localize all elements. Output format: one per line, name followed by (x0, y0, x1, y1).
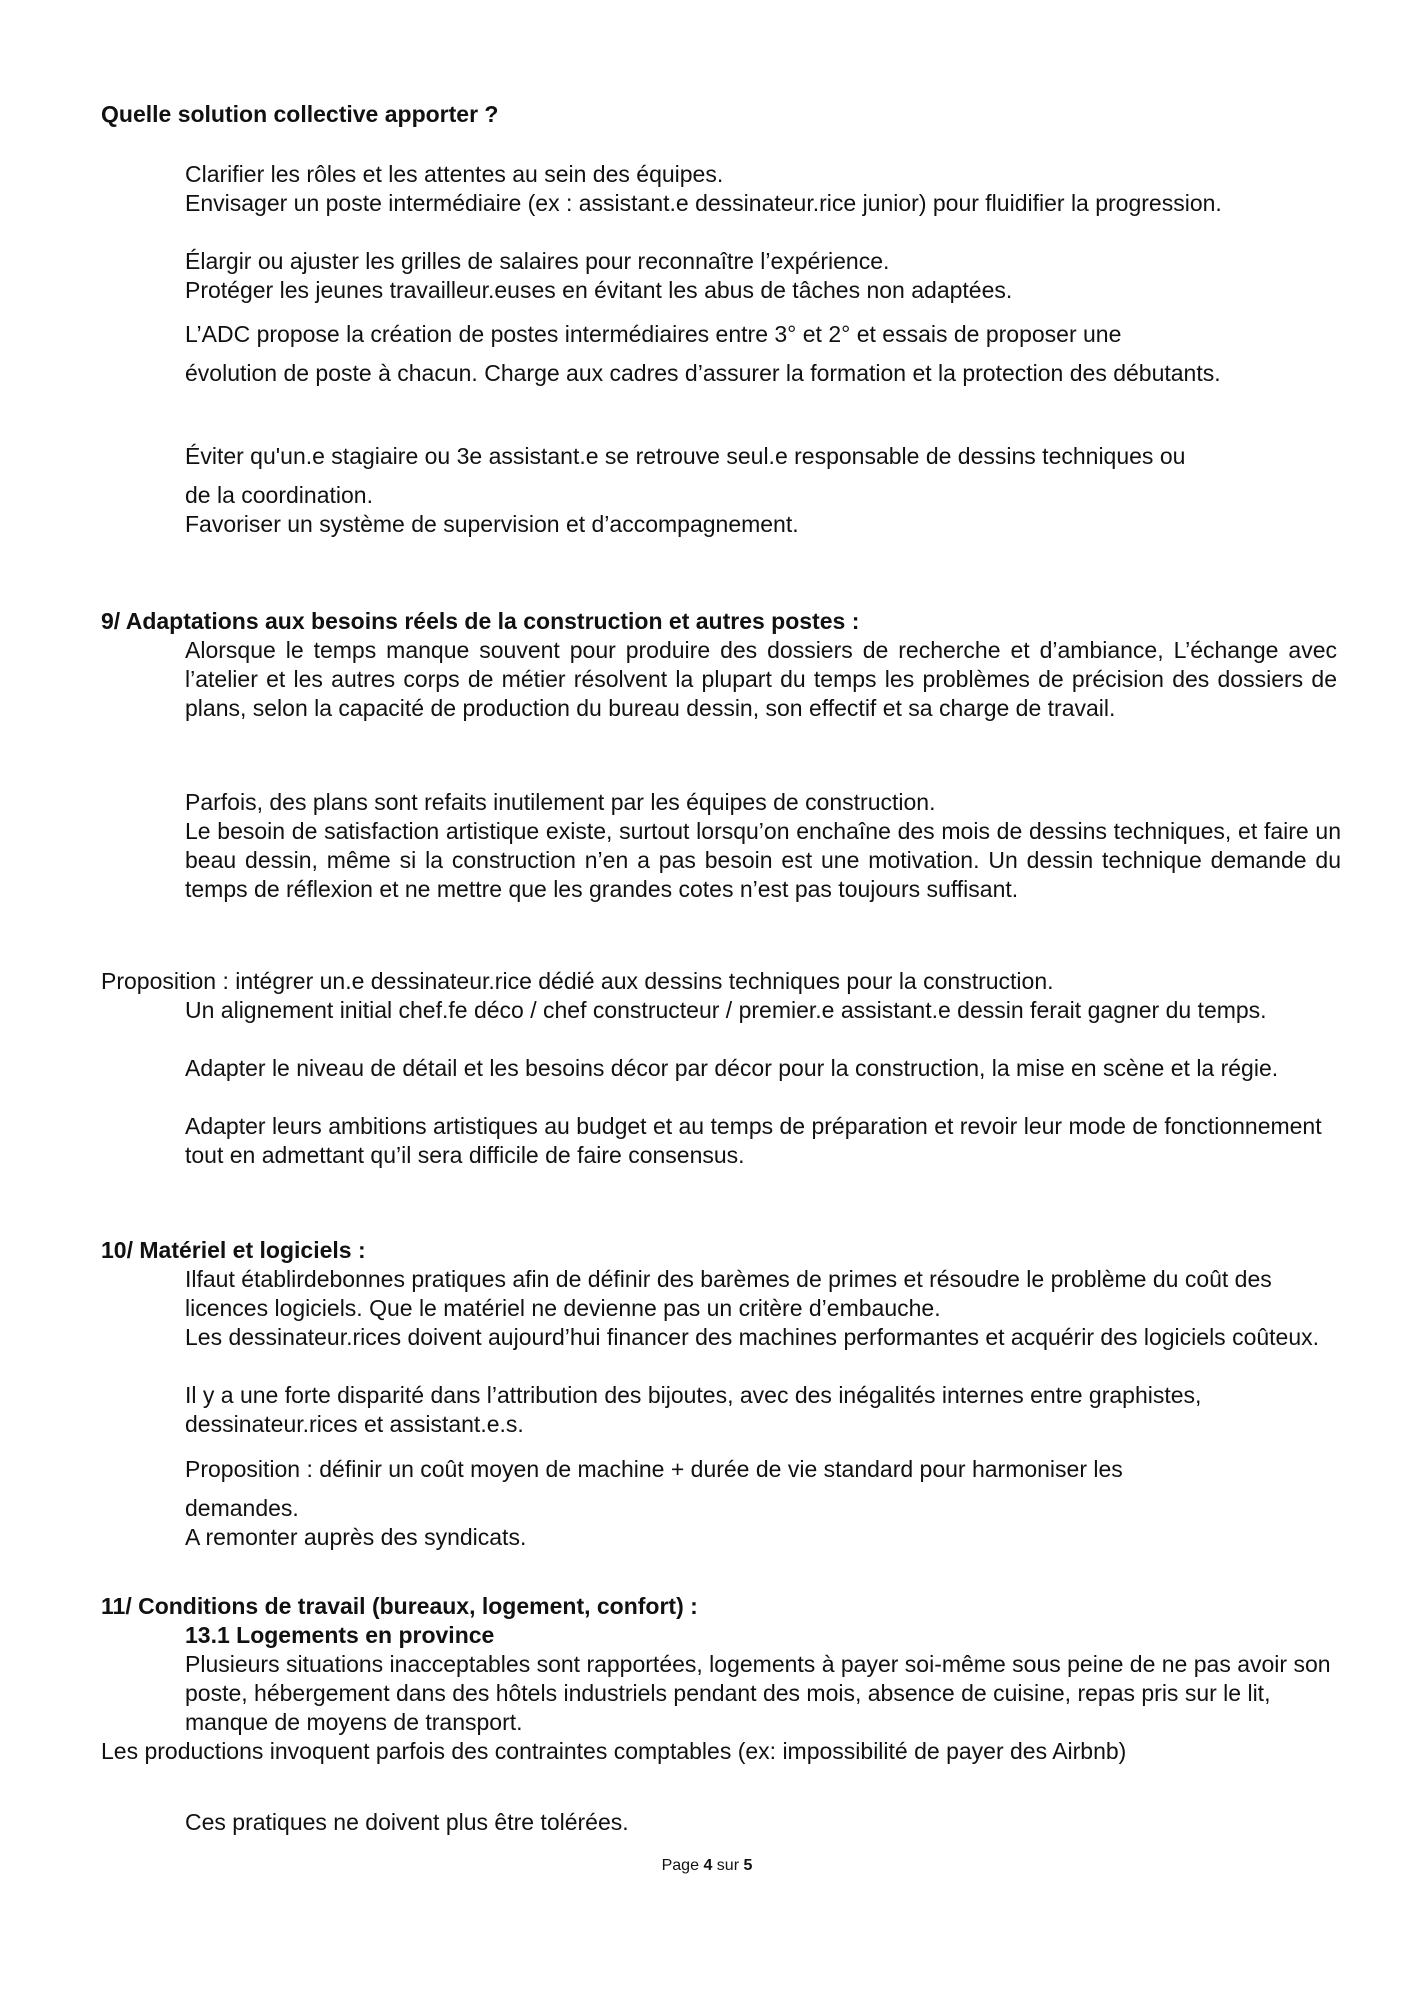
solution-bullet-1: Clarifier les rôles et les attentes au sein des équipes. (185, 161, 724, 187)
section-11-subheading: 13.1 Logements en province (185, 1622, 495, 1648)
section-9-item-3: Adapter leurs ambitions artistiques au budget et au temps de préparation et revoir leur mode de fonctionnement tout en admettant qu’il sera difficile de faire consensus. (185, 1113, 1322, 1168)
section-11-para-1: Plusieurs situations inacceptables sont rapportées, logements à payer soi-même sous peine de ne pas avoir son poste, hébergement dans des hôtels industriels pendant des mois, absence de cuisine, repas pris sur le lit, manque de moyens de transport. (185, 1651, 1331, 1735)
eviter-line-1: Éviter qu'un.e stagiaire ou 3e assistant.e se retrouve seul.e responsable de dessins techniques ou (185, 443, 1186, 469)
solution-bullet-3: Élargir ou ajuster les grilles de salaires pour reconnaître l’expérience. (185, 248, 890, 274)
footer-of-word: sur (716, 1857, 740, 1874)
section-10-remonter: A remonter auprès des syndicats. (185, 1524, 527, 1550)
section-10-para-1: Ilfaut établirdebonnes pratiques afin de définir des barèmes de primes et résoudre le problème du coût des licences logiciels. Que le matériel ne devienne pas un critère d’embauche. (185, 1266, 1272, 1321)
footer-page-total: 5 (743, 1857, 753, 1874)
footer-page-number: 4 (703, 1857, 713, 1874)
section-9-proposition: Proposition : intégrer un.e dessinateur.rice dédié aux dessins techniques pour la construction. (101, 968, 1054, 994)
section-10-proposition-line-2: demandes. (185, 1495, 299, 1521)
section-9-item-1: Un alignement initial chef.fe déco / chef constructeur / premier.e assistant.e dessin ferait gagner du temps. (185, 997, 1267, 1023)
section-10-heading: 10/ Matériel et logiciels : (101, 1237, 366, 1263)
section-10-para-3: Il y a une forte disparité dans l’attribution des bijoutes, avec des inégalités internes entre graphistes, dessinateur.rices et assistant.e.s. (185, 1382, 1202, 1437)
section-9-heading: 9/ Adaptations aux besoins réels de la construction et autres postes : (101, 608, 860, 634)
favoriser-line: Favoriser un système de supervision et d’accompagnement. (185, 511, 799, 537)
section-11-productions: Les productions invoquent parfois des contraintes comptables (ex: impossibilité de payer des Airbnb) (101, 1738, 1127, 1764)
section-11-heading: 11/ Conditions de travail (bureaux, logement, confort) : (101, 1593, 698, 1619)
eviter-line-2: de la coordination. (185, 482, 373, 508)
solution-bullet-2: Envisager un poste intermédiaire (ex : assistant.e dessinateur.rice junior) pour fluidifier la progression. (185, 190, 1222, 216)
page-footer (0, 1856, 1414, 1876)
section-9-item-2: Adapter le niveau de détail et les besoins décor par décor pour la construction, la mise en scène et la régie. (185, 1055, 1279, 1081)
section-10-para-2: Les dessinateur.rices doivent aujourd’hui financer des machines performantes et acquérir des logiciels coûteux. (185, 1324, 1320, 1350)
section-9-para-1: Alorsque le temps manque souvent pour produire des dossiers de recherche et d’ambiance, L’échange avec l’atelier et les autres corps de métier résolvent la plupart du temps les problèmes de précision des dossiers de plans, selon la capacité de production du bureau dessin, son effectif et sa charge de travail. (185, 637, 1337, 721)
footer-page-word: Page (661, 1857, 699, 1874)
section-10-proposition-line-1: Proposition : définir un coût moyen de machine + durée de vie standard pour harmoniser les (185, 1456, 1123, 1482)
section-9-para-2b: Le besoin de satisfaction artistique existe, surtout lorsqu’on enchaîne des mois de dessins techniques, et faire un beau dessin, même si la construction n’en a pas besoin est une motivation. Un dessin technique demande du temps de réflexion et ne mettre que les grandes cotes n’est pas toujours suffisant. (185, 818, 1341, 902)
section-11-conclusion: Ces pratiques ne doivent plus être tolérées. (185, 1809, 629, 1835)
section-9-para-2a: Parfois, des plans sont refaits inutilement par les équipes de construction. (185, 789, 936, 815)
adc-line-1: L’ADC propose la création de postes intermédiaires entre 3° et 2° et essais de proposer une (185, 321, 1122, 347)
solution-bullet-4: Protéger les jeunes travailleur.euses en évitant les abus de tâches non adaptées. (185, 277, 1013, 303)
adc-line-2: évolution de poste à chacun. Charge aux cadres d’assurer la formation et la protection des débutants. (185, 360, 1221, 386)
solution-heading: Quelle solution collective apporter ? (101, 101, 499, 127)
